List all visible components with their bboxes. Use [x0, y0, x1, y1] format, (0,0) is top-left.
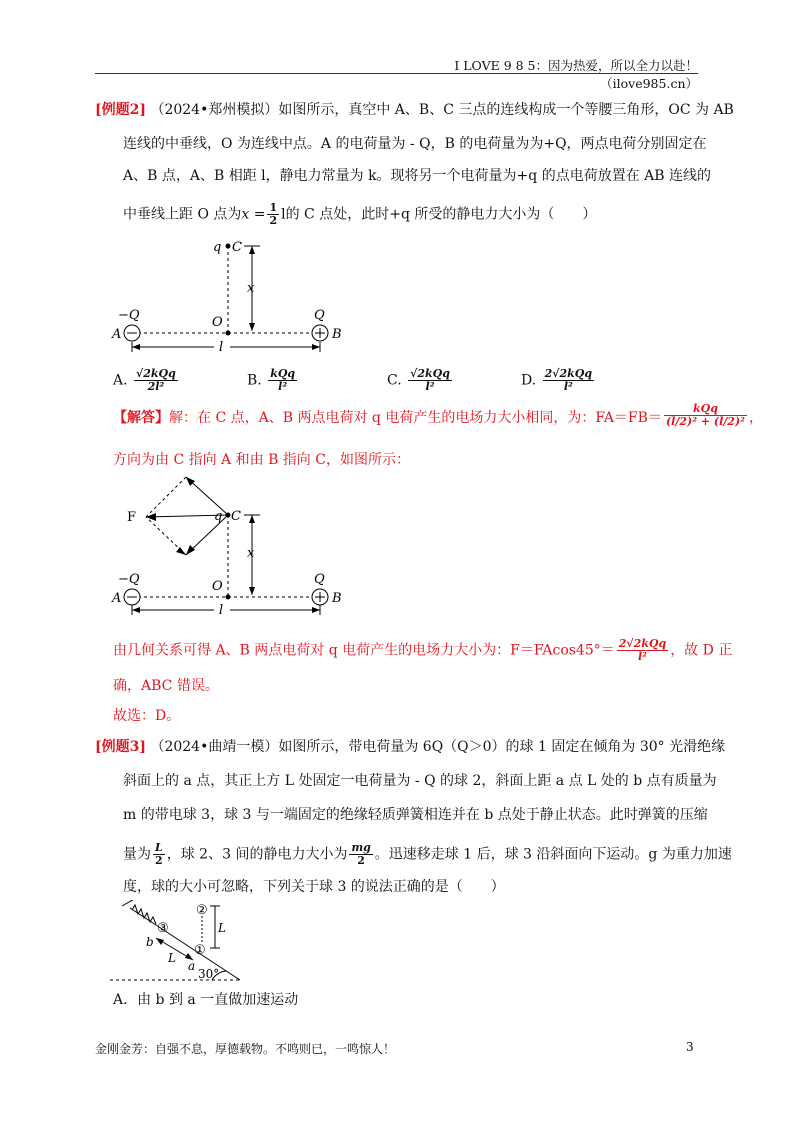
result-frac-den: l²	[637, 650, 647, 663]
label-o: O	[212, 315, 223, 330]
example3-text-4b: ，球 2、3 间的静电力大小为	[166, 846, 348, 863]
example3-figure	[108, 900, 248, 990]
label-o-2: O	[212, 579, 223, 594]
compression-num: L	[155, 841, 163, 854]
result-frac-num: 2√2kQq	[618, 637, 667, 650]
spring-icon	[132, 905, 156, 924]
example3-text-4a: 量为	[123, 846, 151, 863]
solution-text-3b: ，故 D 正	[670, 642, 733, 659]
solution-text-3a: 由几何关系可得 A、B 两点电荷对 q 电荷产生的电场力大小为：F＝FAcos45°＝	[113, 642, 615, 659]
footer-motto: 金刚金芳：自强不息，厚德载物。不鸣则已，一鸣惊人！	[95, 1042, 396, 1056]
force-frac-den: (l/2)² + (l/2)²	[665, 414, 745, 428]
example2-line3: A、B 点，A、B 相距 l，静电力常量为 k。现将另一个电荷量为+q 的点电荷放置在 AB 连线的	[123, 168, 711, 184]
solution-comma: ，	[748, 410, 763, 426]
option-d[interactable]	[521, 368, 596, 393]
option-c-num: √2kQq	[410, 367, 450, 380]
solution-text-1: 解：在 C 点，A、B 两点电荷对 q 电荷产生的电场力大小相同，为：FA＝FB＝	[169, 410, 662, 426]
solution-figure	[110, 470, 350, 620]
resultant-arrow	[146, 513, 156, 521]
option-b[interactable]	[247, 368, 299, 393]
example3-option-a[interactable]: A．由 b 到 a 一直做加速运动	[113, 992, 299, 1008]
page-header: I LOVE 9 8 5：因为热爱，所以全力以赴！（ilove985.cn）	[454, 58, 698, 91]
example3-line1	[95, 737, 725, 757]
force-num: mg	[351, 841, 371, 854]
solution-tag: 【解答】	[113, 410, 169, 426]
label-f: F	[127, 510, 137, 525]
label-q: q	[213, 240, 222, 255]
option-a[interactable]	[113, 368, 180, 393]
label-l-incline: L	[168, 951, 176, 965]
label-c-2: C	[231, 509, 241, 524]
solution-answer: 故选：D。	[113, 708, 181, 724]
example2-figure	[110, 236, 350, 356]
point-o	[226, 331, 231, 336]
ball-2: ②	[196, 903, 208, 918]
label-a: A	[112, 327, 122, 342]
page-number: 3	[686, 1040, 694, 1054]
l-arrow-left-2	[132, 607, 140, 613]
example2-text-4a: 中垂线上距 O 点为	[123, 206, 242, 223]
example3-text-4c: 。迅速移走球 1 后，球 3 沿斜面向下运动。g 为重力加速	[374, 846, 732, 863]
label-minus-q-2: −Q	[118, 572, 140, 587]
force-b-arrow	[186, 545, 195, 555]
example2-tag: [例题2]	[95, 102, 146, 118]
point-c	[226, 244, 231, 249]
label-x-2: x	[247, 546, 255, 561]
force-a-arrow	[186, 477, 195, 486]
half-num: 1	[269, 201, 278, 214]
ball-3: ③	[157, 921, 169, 936]
option-c[interactable]	[387, 368, 454, 393]
x-arrow-down	[249, 323, 255, 331]
half-den: 2	[269, 214, 278, 227]
solution-line4: 确，ABC 错误。	[113, 678, 219, 694]
incline-arrow-up	[156, 938, 164, 945]
x-arrow-up	[249, 246, 255, 254]
x-arrow-down-2	[249, 587, 255, 595]
parallelogram-top	[146, 477, 186, 517]
example3-line4	[123, 842, 732, 867]
example3-line2: 斜面上的 a 点，其正上方 L 处固定一电荷量为 - Q 的球 2，斜面上距 a 点 L 处的 b 点有质量为	[123, 773, 717, 789]
option-d-den: l²	[563, 380, 573, 393]
solution-line1	[113, 401, 763, 428]
option-b-label: B.	[247, 372, 262, 389]
l-arrow-right-2	[312, 607, 320, 613]
example2-line1	[95, 100, 734, 120]
option-a-num: √2kQq	[136, 367, 176, 380]
option-b-den: l²	[278, 380, 288, 393]
option-d-label: D.	[521, 372, 537, 389]
option-c-den: l²	[425, 380, 435, 393]
header-divider	[95, 73, 698, 74]
example3-tag: [例题3]	[95, 739, 146, 755]
ball-1: ①	[194, 943, 206, 958]
label-b-point: b	[146, 935, 154, 949]
compression-den: 2	[155, 854, 163, 867]
label-l: l	[219, 340, 224, 355]
example3-text-1: （2024•曲靖一模）如图所示，带电荷量为 6Q（Q＞0）的球 1 固定在倾角为 30° 光滑绝缘	[150, 739, 726, 755]
label-l-2: l	[219, 603, 224, 618]
label-plus-q: Q	[314, 308, 325, 323]
example2-line2: 连线的中垂线，O 为连线中点。A 的电荷量为 - Q，B 的电荷量为为+Q，两点电荷分别固定在	[123, 136, 707, 152]
label-a-point: a	[188, 959, 196, 973]
label-l-vertical: L	[218, 921, 226, 935]
example2-line4	[123, 202, 596, 227]
label-plus-q-2: Q	[314, 572, 325, 587]
l-arrow-left	[132, 344, 140, 350]
example3-line5: 度，球的大小可忽略，下列关于球 3 的说法正确的是（ ）	[123, 879, 505, 895]
label-c: C	[232, 240, 242, 255]
option-c-label: C.	[387, 372, 402, 389]
example2-text-1: （2024•郑州模拟）如图所示，真空中 A、B、C 三点的连线构成一个等腰三角形，OC 为 AB	[150, 102, 734, 118]
force-frac-num: kQq	[664, 403, 747, 416]
dashed-arrow-tip	[176, 547, 186, 555]
option-d-num: 2√2kQq	[544, 367, 593, 380]
x-arrow-up-2	[249, 515, 255, 523]
label-minus-q: −Q	[118, 308, 140, 323]
example2-text-4b: l的 C 点处，此时+q 所受的静电力大小为（ ）	[281, 206, 597, 223]
option-a-label: A.	[113, 372, 128, 389]
option-a-den: 2l²	[147, 380, 165, 393]
solution-line2: 方向为由 C 指向 A 和由 B 指向 C，如图所示：	[113, 452, 410, 468]
label-a-2: A	[112, 591, 122, 606]
force-den: 2	[357, 854, 365, 867]
label-x: x	[247, 281, 255, 296]
l-arrow-right	[312, 344, 320, 350]
label-q-2: q	[214, 509, 223, 524]
point-o-2	[226, 595, 231, 600]
solution-line3	[113, 638, 732, 663]
label-b-2: B	[332, 591, 342, 606]
example3-line3: m 的带电球 3，球 3 与一端固定的绝缘轻质弹簧相连并在 b 点处于静止状态。此时弹簧的压缩	[123, 807, 708, 823]
wall-mount	[122, 900, 136, 906]
x-symbol: x =	[241, 206, 266, 223]
label-angle: 30°	[198, 967, 220, 981]
label-b: B	[332, 327, 342, 342]
option-b-num: kQq	[270, 367, 296, 380]
